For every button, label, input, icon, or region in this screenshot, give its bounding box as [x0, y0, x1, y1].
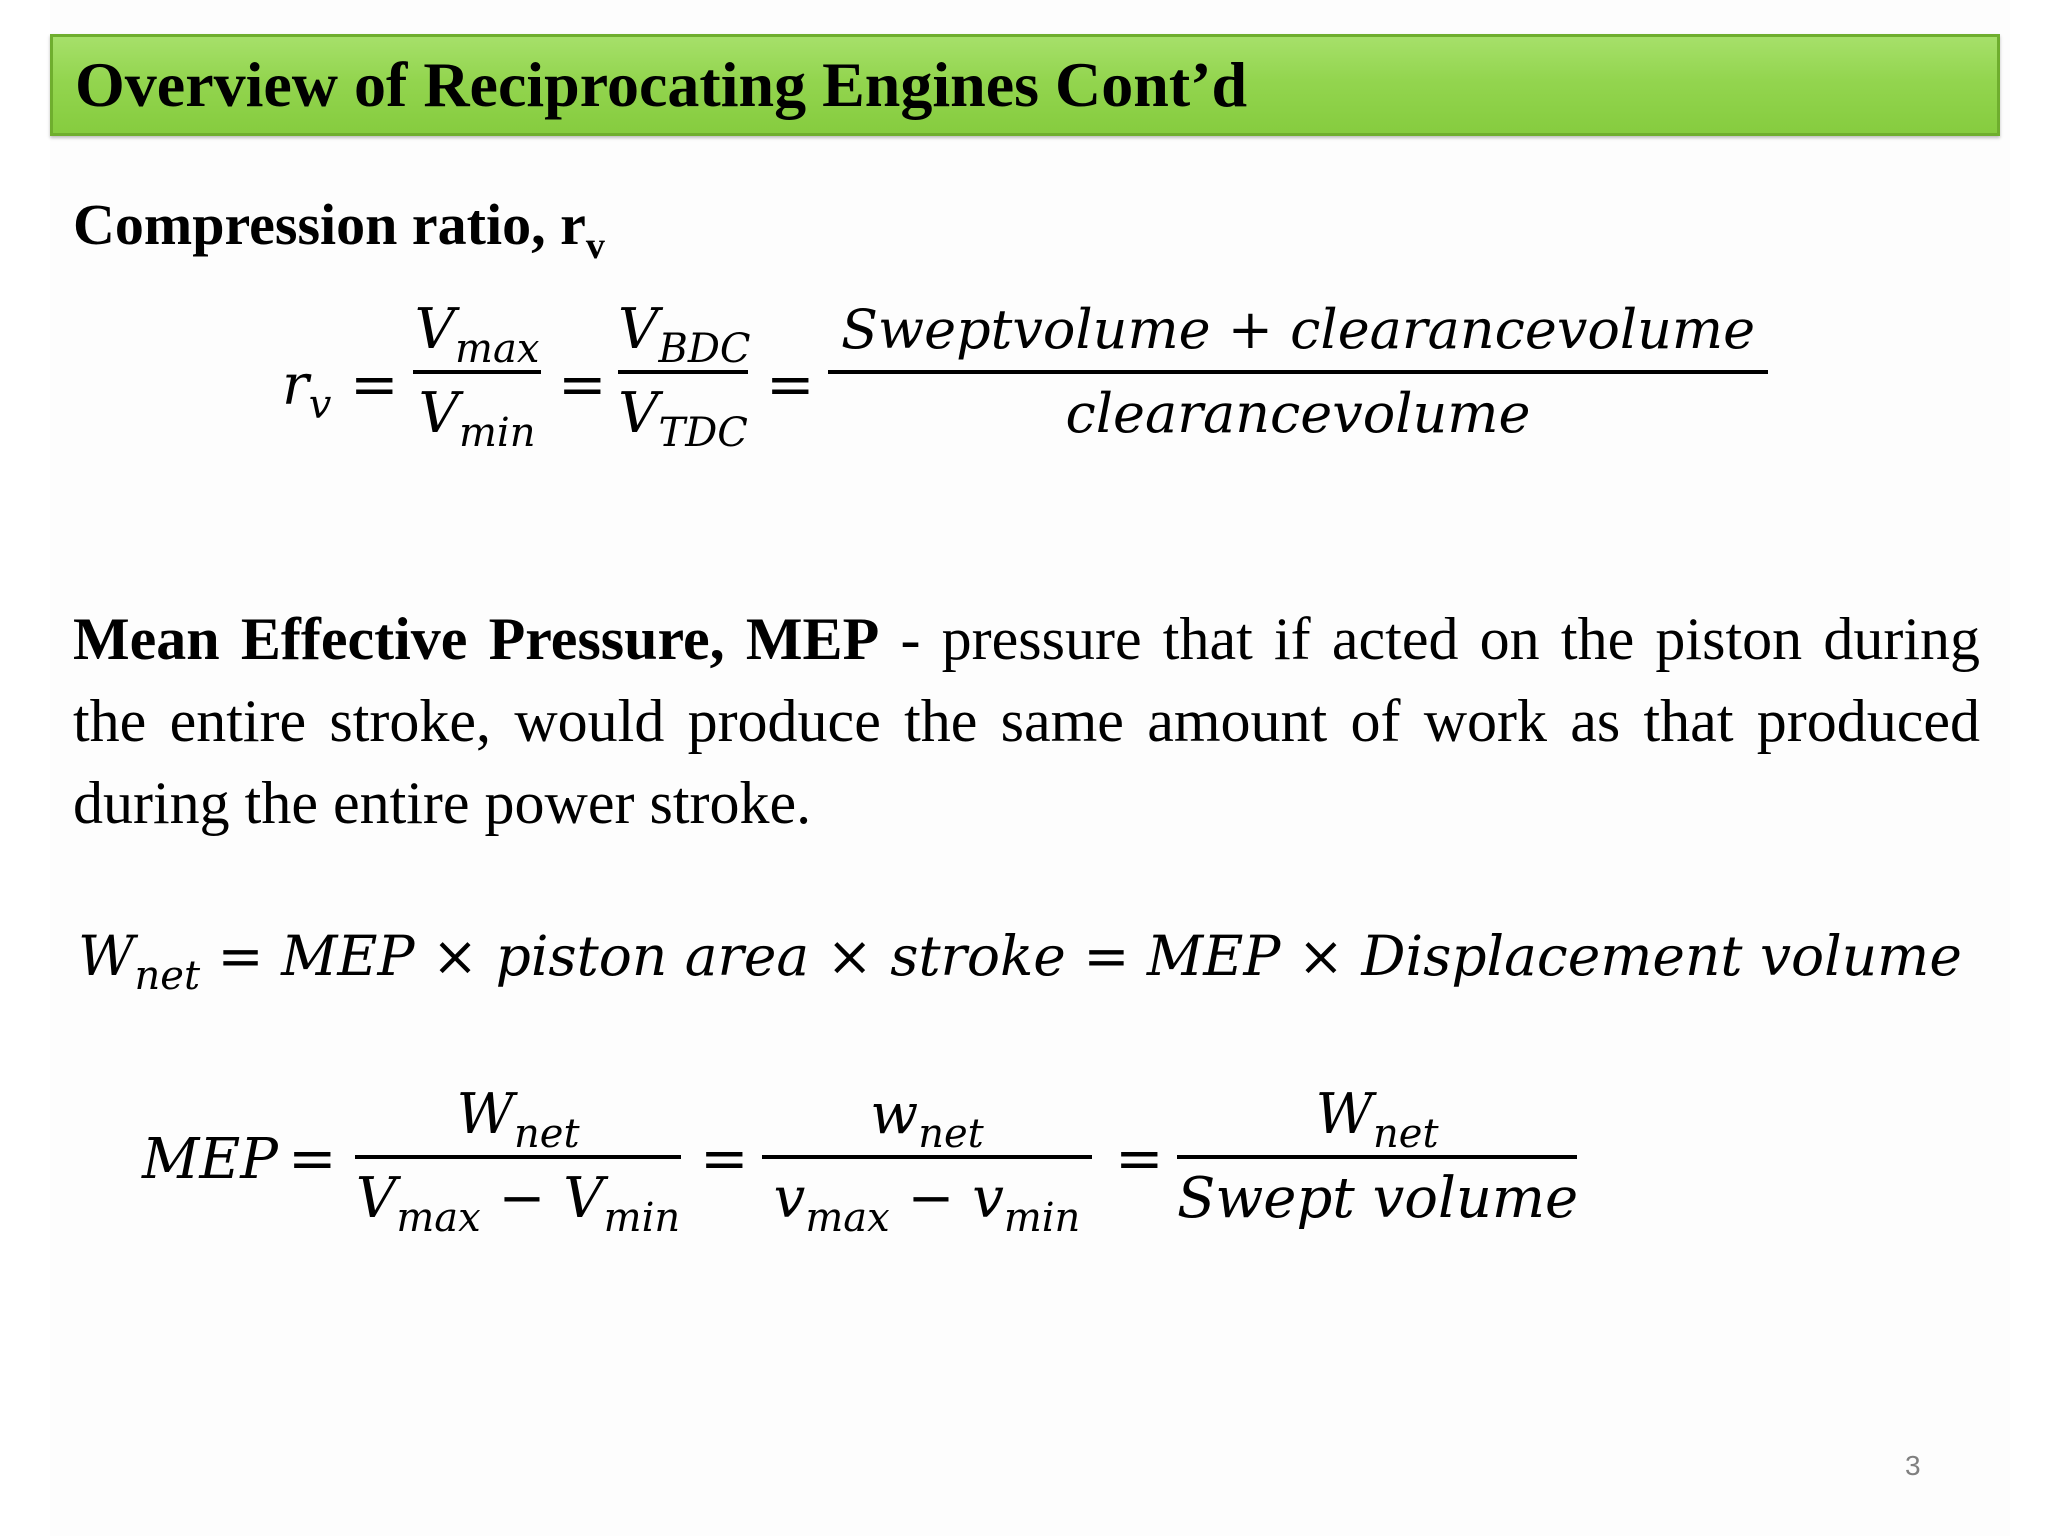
fraction-denominator: Swept volume: [1177, 1166, 1579, 1231]
swept-plus-clearance-fraction: [828, 300, 1768, 444]
fraction-numerator: $V_{max}$: [414, 297, 540, 372]
rv-letter: r: [282, 353, 309, 418]
mep-definition-text: - pressure that if acted on the piston during the entire stroke, would produce the same amount of work as that produced during the entire power stroke.: [73, 606, 1980, 836]
equals-sign-6: =: [1115, 1124, 1164, 1192]
page-number: 3: [1905, 1450, 1921, 1481]
mep-definition-paragraph: [73, 598, 1980, 844]
wnet-over-vmax-minus-vmin-lowercase-fraction: [762, 1082, 1092, 1241]
fraction-numerator: $W_{net}$: [456, 1082, 580, 1157]
mep-symbol: MEP: [142, 1127, 278, 1192]
mep-term: Mean Effective Pressure, MEP: [73, 606, 880, 672]
net-work-equation: [78, 924, 1962, 999]
wnet-symbol: W: [78, 924, 135, 988]
wnet-over-swept-volume-fraction: [1177, 1082, 1579, 1231]
equals-sign-1: =: [350, 350, 399, 418]
fraction-denominator: $V_{min}$: [418, 381, 536, 456]
slide-title: Overview of Reciprocating Engines Cont’d: [75, 49, 1248, 120]
compression-ratio-heading: [73, 190, 605, 267]
equals-sign-5: =: [700, 1124, 749, 1192]
rv-symbol: [282, 353, 332, 428]
title-bar: [50, 34, 2000, 136]
wnet-over-vmax-minus-vmin-fraction: [355, 1082, 681, 1241]
fraction-numerator: $w_{net}$: [870, 1082, 984, 1157]
rv-subscript: v: [308, 382, 332, 428]
vmax-over-vmin-fraction: [413, 297, 541, 456]
fraction-numerator: $W_{net}$: [1315, 1082, 1439, 1157]
fraction-denominator: $V_{TDC}$: [618, 381, 748, 456]
compression-heading-subscript: v: [585, 225, 605, 267]
fraction-bar: [828, 370, 1768, 374]
vbdc-over-vtdc-fraction: [618, 297, 751, 456]
work-equation-rhs: = MEP × piston area × stroke = MEP × Displacement volume: [200, 924, 1962, 988]
equals-sign-4: =: [288, 1124, 337, 1192]
fraction-denominator: $V_{max} - V_{min}$: [355, 1166, 681, 1241]
wnet-subscript: net: [134, 953, 201, 999]
fraction-denominator: $v_{max} - v_{min}$: [773, 1166, 1081, 1241]
compression-heading-text: Compression ratio, r: [73, 192, 586, 257]
fraction-numerator: $V_{BDC}$: [618, 297, 751, 372]
fraction-denominator: clearancevolume: [1065, 382, 1531, 445]
fraction-numerator: Sweptvolume + clearancevolume: [840, 298, 1756, 361]
equals-sign-2: =: [558, 350, 607, 418]
equals-sign-3: =: [766, 350, 815, 418]
